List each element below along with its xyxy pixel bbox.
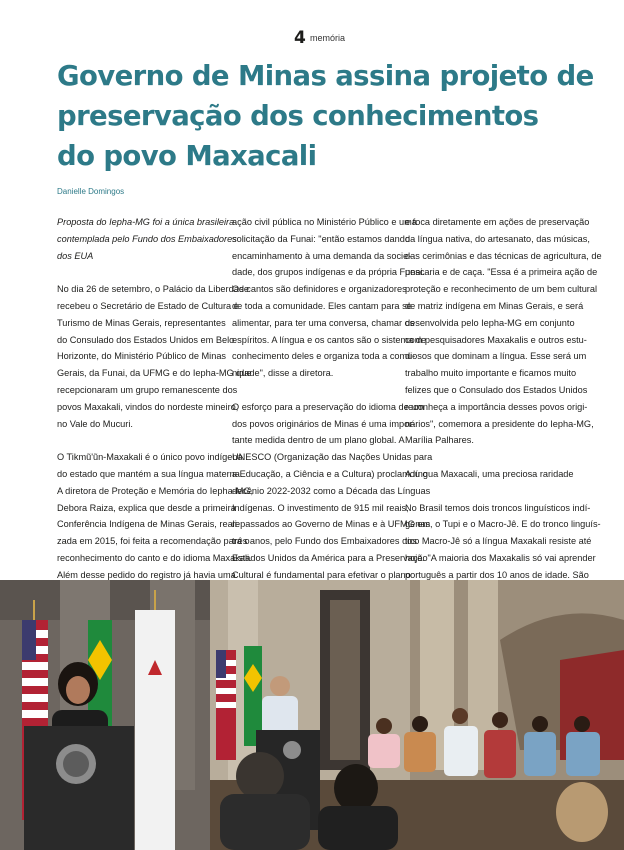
body-text-line: recepcionaram um grupo remanescente dos — [57, 384, 238, 395]
body-text-line: com pesquisadores Maxakalis e outros estu- — [405, 334, 587, 345]
text-column-2 — [232, 214, 433, 584]
body-text-line: pescaria e de caça. "Essa é a primeira ação de — [405, 267, 598, 278]
text-column-1 — [57, 214, 254, 584]
body-text-line: tico Macro-Jê só a língua Maxakali resiste até — [405, 536, 592, 547]
body-text-line: Indígenas. O investimento de 915 mil reais, — [232, 502, 409, 513]
body-text-line: da língua nativa, do artesanato, das músicas, — [405, 233, 590, 244]
body-text-line: diosos que dominam a língua. Esse será um — [405, 351, 587, 362]
body-text-line: hoje. "A maioria dos Maxakalis só vai aprender — [405, 552, 596, 563]
body-text-line: e foca diretamente em ações de preservação — [405, 217, 590, 227]
body-text-line: Gerais, da Funai, da UFMG e do Iepha-MG que — [57, 368, 252, 379]
body-text-line: reconhecimento do canto e do idioma Maxakali. — [57, 552, 252, 563]
body-text-line: das cerimônias e das técnicas de agricultura, de — [405, 250, 602, 261]
body-text-line: decênio 2022-2032 como a Década das Línguas — [232, 485, 431, 496]
body-text-line: Os cantos são definidores e organizadores — [232, 284, 407, 295]
body-text-line: nários", comemora a presidente do Iepha-MG, — [405, 418, 594, 429]
podium-left — [24, 726, 134, 850]
body-text-line: O Tikmũ'ũn-Maxakali é o único povo indígena — [57, 452, 243, 463]
body-text-line: repassados ao Governo de Minas e à UFMG em — [232, 519, 431, 530]
section-name: memória — [310, 33, 346, 43]
body-text-line: felizes que o Consulado dos Estados Unidos — [405, 384, 588, 395]
body-text-line: UNESCO (Organização das Nações Unidas para — [232, 452, 433, 463]
body-text-line: encaminhamento à uma demanda da socie- — [232, 250, 412, 261]
body-text-line: espíritos. A língua e os cantos são o sistema de — [232, 334, 427, 345]
body-text-line: Marília Palhares. — [405, 435, 474, 446]
body-text-line: recebeu o Secretário de Estado de Cultura e — [57, 300, 239, 311]
body-text-line: Proposta do Iepha-MG foi a única brasileira — [57, 217, 235, 227]
body-text-line: zada em 2015, foi feita a recomendação para o — [57, 536, 250, 547]
body-text-line: tante medida dentro de um plano global. A — [232, 435, 405, 446]
body-text-line — [405, 449, 567, 466]
body-text-line: conhecimento deles e organiza toda a comu- — [232, 351, 416, 362]
mg-flag-left — [135, 590, 175, 850]
us-flag-center — [216, 650, 236, 760]
body-text-line: genas, o Tupi e o Macro-Jê. E do tronco linguís- — [405, 519, 601, 530]
body-text-line: de toda a comunidade. Eles cantam para se — [232, 300, 412, 311]
body-text-line: de matriz indígena em Minas Gerais, e será — [405, 300, 584, 311]
page-header — [0, 28, 624, 48]
body-text-line — [405, 483, 567, 500]
author-byline: Danielle Domingos — [57, 187, 125, 196]
body-text-line — [57, 264, 219, 281]
body-text-line: português a partir dos 10 anos de idade. São — [405, 569, 589, 580]
page-number: 4 — [294, 28, 306, 48]
body-text-line — [232, 382, 394, 399]
article-title — [57, 56, 594, 176]
body-text-line: do estado que mantém a sua língua materna. — [57, 468, 243, 479]
body-text-line: trabalho muito importante e ficamos muito — [405, 368, 577, 379]
body-text-line: Debora Raiza, explica que desde a primeira — [57, 502, 236, 513]
body-text-line: três anos, pelo Fundo dos Embaixadores dos — [232, 536, 417, 547]
body-text-line: Estados Unidos da América para a Preservação — [232, 552, 428, 563]
body-text-line: O esforço para a preservação do idioma de um — [232, 401, 425, 412]
body-text-line: no Vale do Mucuri. — [57, 418, 133, 429]
body-text-line: ação civil pública no Ministério Público e uma — [232, 217, 417, 227]
body-text-line: proteção e reconhecimento de um bem cultural — [405, 284, 598, 295]
body-text-line: No dia 26 de setembro, o Palácio da Liberdade — [57, 284, 250, 295]
title-line: do povo Maxacali — [57, 140, 317, 172]
body-text-line: desenvolvida pelo Iepha-MG em conjunto — [405, 317, 575, 328]
body-text-line: contemplada pelo Fundo dos Embaixadores — [57, 233, 237, 244]
body-text-line: A diretora de Proteção e Memória do Iepha-MG, — [57, 485, 254, 496]
body-text-line: Cultural é fundamental para efetivar o plano — [232, 569, 411, 580]
event-photo — [0, 580, 624, 850]
body-text-line: No Brasil temos dois troncos linguísticos indí- — [405, 502, 591, 513]
body-text-line: Turismo de Minas Gerais, representantes — [57, 317, 226, 328]
body-text-line: do Consulado dos Estados Unidos em Belo — [57, 334, 235, 345]
body-text-line: Horizonte, do Ministério Público de Minas — [57, 351, 227, 362]
title-line: preservação dos conhecimentos — [57, 100, 539, 132]
body-text-line: dos EUA — [57, 250, 94, 261]
body-text-line — [57, 432, 219, 449]
body-text-line: Além desse pedido do registro já havia uma — [57, 569, 236, 580]
title-line: Governo de Minas assina projeto de — [57, 60, 594, 92]
body-text-line: alimentar, para ter uma conversa, chamar os — [232, 317, 415, 328]
body-text-line: solicitação da Funai: "então estamos dando — [232, 233, 410, 244]
body-text-line: A língua Maxacali, uma preciosa raridade — [405, 468, 574, 479]
text-column-3 — [405, 214, 602, 584]
body-text-line: a Educação, a Ciência e a Cultura) proclamou o — [232, 468, 428, 479]
body-text-line: povos Maxakali, vindos do nordeste mineiro, — [57, 401, 239, 412]
body-text-line: dade, dos grupos indígenas e da própria Funai. — [232, 267, 426, 278]
body-text-line: reconheça a importância desses povos origi- — [405, 401, 588, 412]
body-text-line: dos povos originários de Minas é uma impor- — [232, 418, 416, 429]
body-text-line: nidade", disse a diretora. — [232, 368, 334, 379]
body-text-line: Conferência Indígena de Minas Gerais, reali- — [57, 519, 240, 530]
